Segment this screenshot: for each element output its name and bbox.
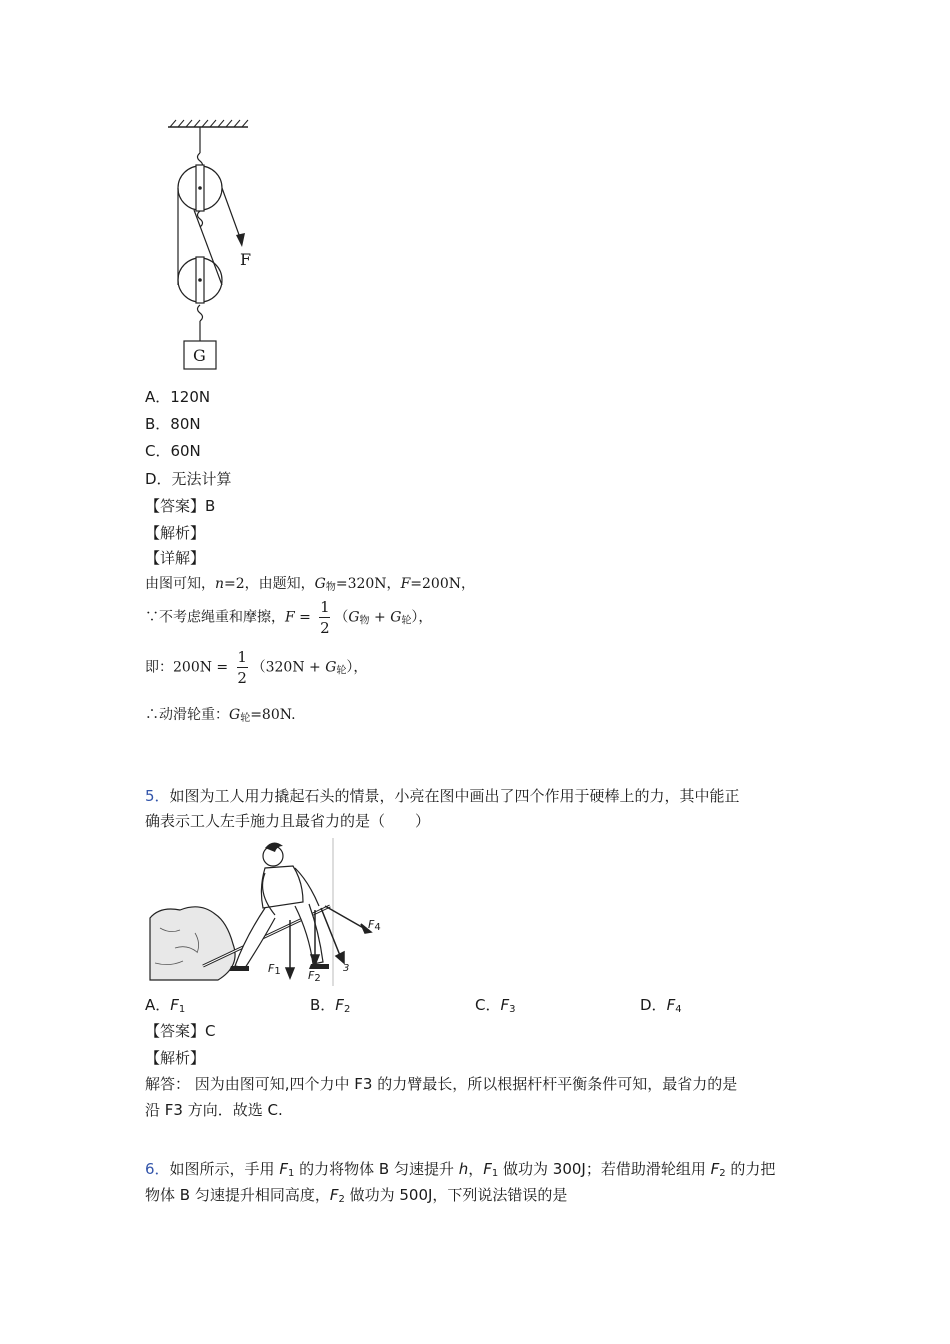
question-6-line-1: 6．如图所示，手用 $F_1$ 的力将物体 B 匀速提升 h，$F_1$ 做功为 300J；若借助滑轮组用 $F_2$ 的力把 — [145, 1160, 776, 1179]
q5-option-c: C．$F_3$ — [475, 996, 516, 1015]
force-label-f4: $F_4$ — [368, 918, 381, 933]
question-number: 5． — [145, 787, 170, 805]
option-b: B．80N — [145, 415, 201, 433]
option-a: A．120N — [145, 388, 211, 406]
q5-option-a: A．$F_1$ — [145, 996, 186, 1015]
question-number: 6． — [145, 1160, 170, 1178]
answer-label: 【答案】B — [145, 497, 216, 515]
fraction-one-half: $\frac{1}{2}$ — [320, 598, 330, 637]
analysis-label: 【解析】 — [145, 524, 206, 542]
option-c: C．60N — [145, 442, 201, 460]
force-label: F — [240, 250, 252, 269]
force-label-f2: $F_2$ — [308, 969, 321, 984]
detail-label: 【详解】 — [145, 549, 206, 567]
fraction-one-half: $\frac{1}{2}$ — [237, 648, 247, 687]
q5-explanation-line-2: 沿 F3 方向．故选 C. — [145, 1101, 283, 1119]
question-5-line-1: 5．如图为工人用力撬起石头的情景，小亮在图中画出了四个作用于硬棒上的力，其中能正 — [145, 787, 740, 805]
q5-option-b: B．$F_2$ — [310, 996, 351, 1015]
force-label-f3: 3 — [343, 963, 350, 974]
weight-label: G — [193, 346, 206, 365]
option-d: D．无法计算 — [145, 470, 232, 488]
solution-line-3: 即：200N = $\frac{1}{2}$ $(320N + G_轮)$， — [145, 648, 368, 687]
force-label-f1: $F_1$ — [268, 962, 281, 977]
solution-line-1: 由图可知，n=2，由题知，$G_物=320N$，F=200N， — [145, 576, 475, 593]
question-6-line-2: 物体 B 匀速提升相同高度，$F_2$ 做功为 500J，下列说法错误的是 — [145, 1186, 568, 1205]
q5-analysis-label: 【解析】 — [145, 1049, 206, 1067]
solution-line-2: ∵不考虑绳重和摩擦，F = $\frac{1}{2}$ $(G_物 + G_轮)$， — [145, 598, 433, 637]
solution-line-4: ∴动滑轮重：$G_轮=80N$. — [145, 707, 296, 724]
q5-explanation-line-1: 解答： 因为由图可知,四个力中 F3 的力臂最长，所以根据杆杆平衡条件可知，最省力的是 — [145, 1075, 738, 1093]
q5-option-d: D．$F_4$ — [640, 996, 682, 1015]
question-5-line-2: 确表示工人左手施力且最省力的是（ ） — [145, 812, 431, 830]
pulley-figure — [150, 115, 290, 375]
q5-answer-label: 【答案】C — [145, 1022, 216, 1040]
